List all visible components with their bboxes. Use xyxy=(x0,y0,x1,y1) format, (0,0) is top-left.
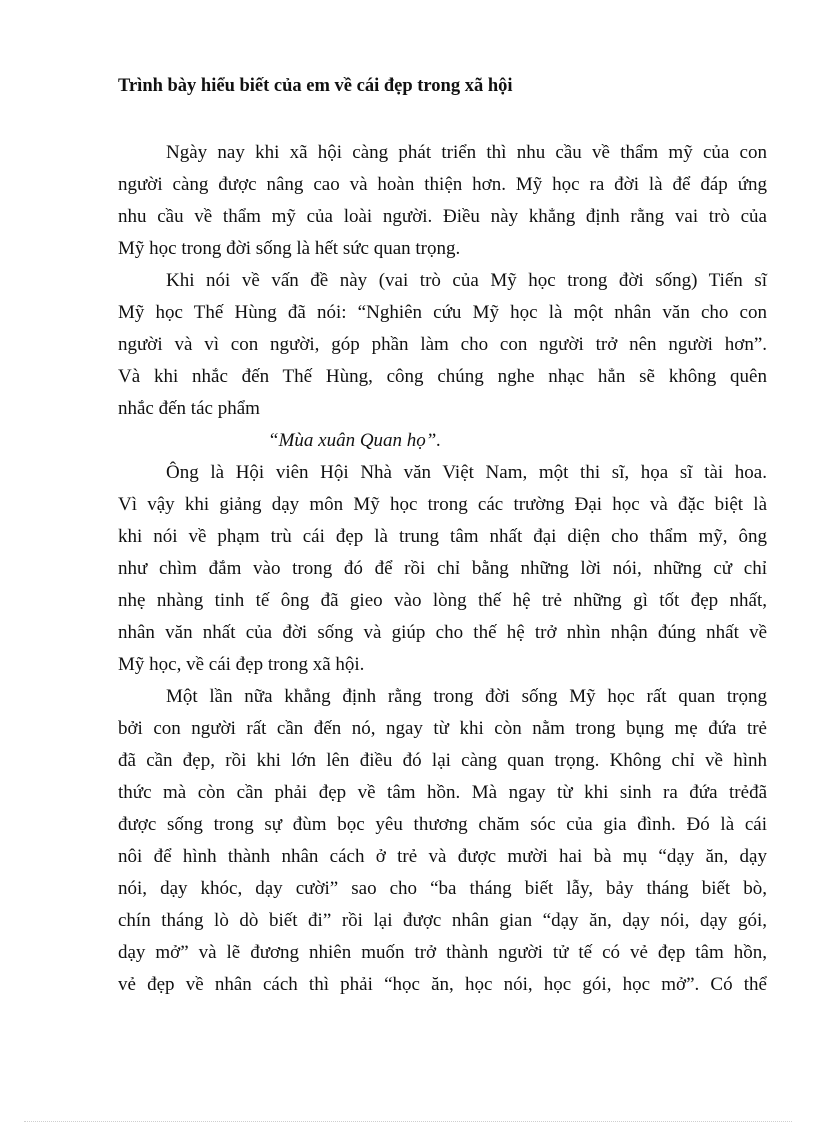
paragraph-line: như chìm đắm vào trong đó để rồi chỉ bằng những lời nói, những cử chỉ xyxy=(118,558,767,579)
paragraph-line: đã cần đẹp, rồi khi lớn lên điều đó lại càng quan trọng. Không chỉ về hình xyxy=(118,750,767,771)
paragraph-line: nhắc đến tác phẩm xyxy=(118,398,260,419)
paragraph-line: nôi để hình thành nhân cách ở trẻ và được mười hai bà mụ “dạy ăn, dạy xyxy=(118,846,767,867)
paragraph-line: Một lần nữa khẳng định rằng trong đời sống Mỹ học rất quan trọng xyxy=(166,686,767,707)
paragraph-line: vẻ đẹp về nhân cách thì phải “học ăn, học nói, học gói, học mở”. Có thể xyxy=(118,974,767,995)
paragraph-line: Mỹ học Thế Hùng đã nói: “Nghiên cứu Mỹ học là một nhân văn cho con xyxy=(118,302,767,323)
paragraph-line: dạy mở” và lẽ đương nhiên muốn trở thành người tử tế có vẻ đẹp tâm hồn, xyxy=(118,942,767,963)
quoted-work-title: “Mùa xuân Quan họ”. xyxy=(268,430,442,451)
page-bottom-divider xyxy=(24,1121,792,1122)
paragraph-line: người càng được nâng cao và hoàn thiện hơn. Mỹ học ra đời là để đáp ứng xyxy=(118,174,767,195)
document-title: Trình bày hiểu biết của em về cái đẹp trong xã hội xyxy=(118,76,513,96)
paragraph-line: Vì vậy khi giảng dạy môn Mỹ học trong các trường Đại học và đặc biệt là xyxy=(118,494,767,515)
paragraph-line: người và vì con người, góp phần làm cho con người trở nên người hơn”. xyxy=(118,334,767,355)
paragraph-line: được sống trong sự đùm bọc yêu thương chăm sóc của gia đình. Đó là cái xyxy=(118,814,767,835)
paragraph-line: khi nói về phạm trù cái đẹp là trung tâm nhất đại diện cho thẩm mỹ, ông xyxy=(118,526,767,547)
paragraph-line: Mỹ học trong đời sống là hết sức quan trọng. xyxy=(118,238,461,259)
paragraph-line: nói, dạy khóc, dạy cười” sao cho “ba tháng biết lẫy, bảy tháng biết bò, xyxy=(118,878,767,899)
paragraph-line: chín tháng lò dò biết đi” rồi lại được nhân gian “dạy ăn, dạy nói, dạy gói, xyxy=(118,910,767,931)
paragraph-line: Khi nói về vấn đề này (vai trò của Mỹ học trong đời sống) Tiến sĩ xyxy=(166,270,767,291)
paragraph-line: bởi con người rất cần đến nó, ngay từ khi còn nằm trong bụng mẹ đứa trẻ xyxy=(118,718,767,739)
paragraph-line: Mỹ học, về cái đẹp trong xã hội. xyxy=(118,654,365,675)
paragraph-line: nhẹ nhàng tinh tế ông đã gieo vào lòng thế hệ trẻ những gì tốt đẹp nhất, xyxy=(118,590,767,611)
paragraph-line: thức mà còn cần phải đẹp về tâm hồn. Mà ngay từ khi sinh ra đứa trẻđã xyxy=(118,782,767,803)
paragraph-line: nhu cầu về thẩm mỹ của loài người. Điều này khẳng định rằng vai trò của xyxy=(118,206,767,227)
paragraph-line: Ngày nay khi xã hội càng phát triển thì nhu cầu về thẩm mỹ của con xyxy=(166,142,767,163)
paragraph-line: Ông là Hội viên Hội Nhà văn Việt Nam, một thi sĩ, họa sĩ tài hoa. xyxy=(166,462,767,483)
paragraph-line: Và khi nhắc đến Thế Hùng, công chúng nghe nhạc hẳn sẽ không quên xyxy=(118,366,767,387)
paragraph-line: nhân văn nhất của đời sống và giúp cho thế hệ trở nhìn nhận đúng nhất về xyxy=(118,622,767,643)
